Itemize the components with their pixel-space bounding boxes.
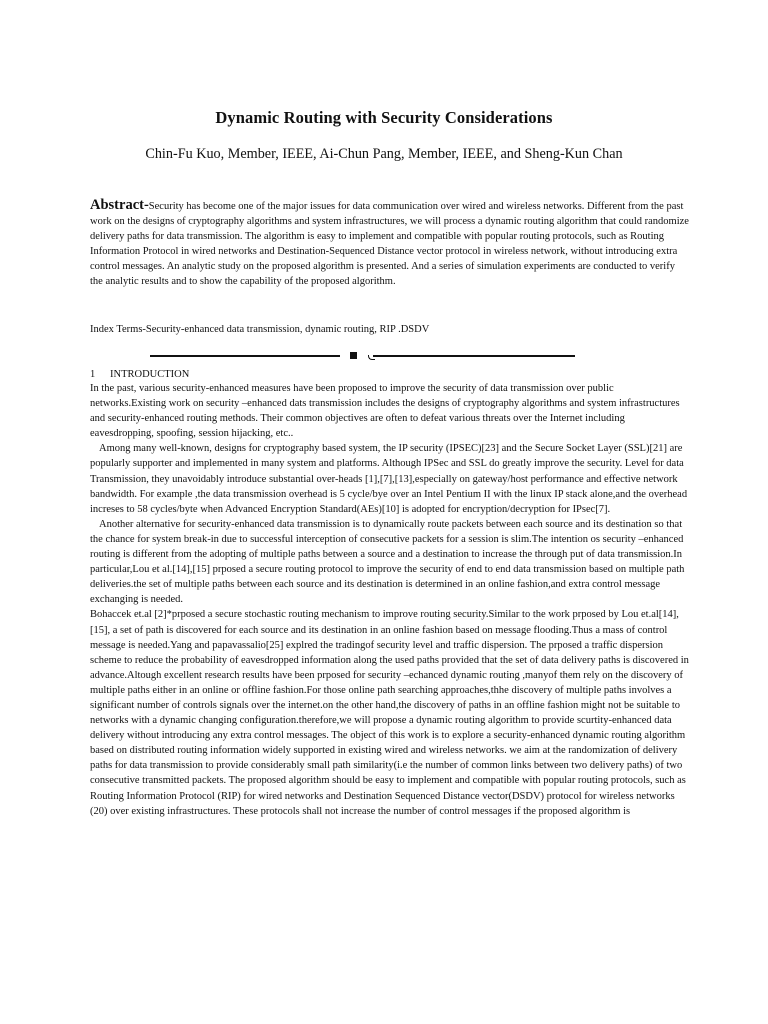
section-heading [90, 367, 189, 382]
section-title: INTRODUCTION [110, 369, 190, 380]
abstract [90, 198, 690, 290]
paragraph: Another alternative for security-enhanced data transmission is to dynamically route packets between each source and its destination so that the chance for system break-in due to successful interception of consecutive packets for a session is slim.The intention os security –enhanced routing is different from the adopting of multiple paths between a source and a destination to increase the through put of data transmission.In particular,Lou et al.[14],[15] prposed a secure routing protocol to improve the security of end to end data transmission based on multiple path deliveries.the set of multiple paths between each source and its destination is determined in an online fashion,and extra control message exchanging is needed. [90, 518, 685, 606]
abstract-text: Security has become one of the major issues for data communication over wired and wireless networks. Different from the past work on the designs of cryptography algorithms and system infrastructures, we will process a dynamic routing algorithm that could randomize delivery paths for data transmission. The algorithm is easy to implement and compatible with popular routing protocols, such as Routing Information Protocol in wired networks and Destination-Sequenced Distance vector protocol in wireless network, without introducing extra control messages. An analytic study on the proposed algorithm is presented. And a series of simulation experiments are conducted to verify the analytic results and to show the capability of the proposed algorithm. [90, 201, 689, 288]
introduction-body [90, 381, 690, 819]
divider-line-right [373, 355, 575, 357]
author-list: Chin-Fu Kuo, Member, IEEE, Ai-Chun Pang, Member, IEEE, and Sheng-Kun Chan [145, 146, 623, 162]
paragraph: Among many well-known, designs for cryptography based system, the IP security (IPSEC)[23] and the Secure Socket Layer (SSL)[21] are popularly supporter and implemented in many system and platforms. Although IPSec and SSL do greatly improve the security. Level for data Transmission, they unavoidably introduce substantial over-heads [1],[7],[13],especially on gateway/host performance and effective network bandwidth. For example ,the data transmission overhead is 5 cycle/bye over an Intel Pentium II with the linux IP stack alone,and the overhead increses to 58 cycles/byte when Advanced Encryption Standard(AEs)[10] is adopted for encryption/decryption for IPsec[7]. [90, 443, 688, 515]
paragraph: In the past, various security-enhanced measures have been proposed to improve the security of data transmission over public networks.Existing work on security –enhanced dats transmission includes the designs of cryptography algorithms and system infrastructures and security-enhanced routing methods. Their common objectives are often to defeat various threats over the Internet including eavesdropping, spoofing, session hijacking, etc.. [90, 383, 680, 440]
divider-line-left [150, 355, 340, 357]
paper-title: Dynamic Routing with Security Considerations [215, 108, 553, 127]
divider-square-icon [350, 352, 357, 359]
abstract-label: Abstract- [90, 197, 149, 213]
index-terms: Index Terms-Security-enhanced data transmission, dynamic routing, RIP .DSDV [90, 324, 430, 335]
section-divider [140, 349, 590, 363]
section-number: 1 [90, 369, 96, 380]
paragraph: Bohaccek et.al [2]*prposed a secure stochastic routing mechanism to improve routing security.Similar to the work prposed by Lou et.al[14],[15], a set of path is discovered for each source and its destination in an online fashion based on message flooding.Thus a mass of control message is needed.Yang and papavassalio[25] explred the tradingof security level and traffic dispersion. The prposed a traffic dispersion scheme to reduce the probability of eavesdropped information along the used paths provided that the set of data delivery paths is discovered in advance.Altough excellent research results have been prposed for security –echanced dynamic routing ,manyof them rely on the discovery of multiple paths either in an online or offline fashion.For those online path searching approaches,thhe discovery of multiple paths involves a significant number of controls signals over the internet.on the other hand,the discovery of paths in an offline fashion might not be suitable to networks with a dynamic changing configuration.therefore,we will propose a dynamic routing algorithm to provide scurtity-enhanced data delivery without introducing any extra control messages. The object of this work is to explore a security-enhanced dynamic routing algorithm based on distributed routing information widely supported in existing wired and wireless networks. we aim at the randomization of delivery paths for data transmission to provide considerably small path similarity(i.e the number of common links between two delivery paths) of two consecutive transmitted packets. The proposed algorithm should be easy to implement and compatible with popular routing protocols, such as Routing Information Protocol (RIP) for wired networks and Destination Sequenced Distance vector(DSDV) protocol for wireless networks (20) over existing infrastructures. These protocols shall not increase the number of control messages if the proposed algorithm is [90, 609, 689, 817]
